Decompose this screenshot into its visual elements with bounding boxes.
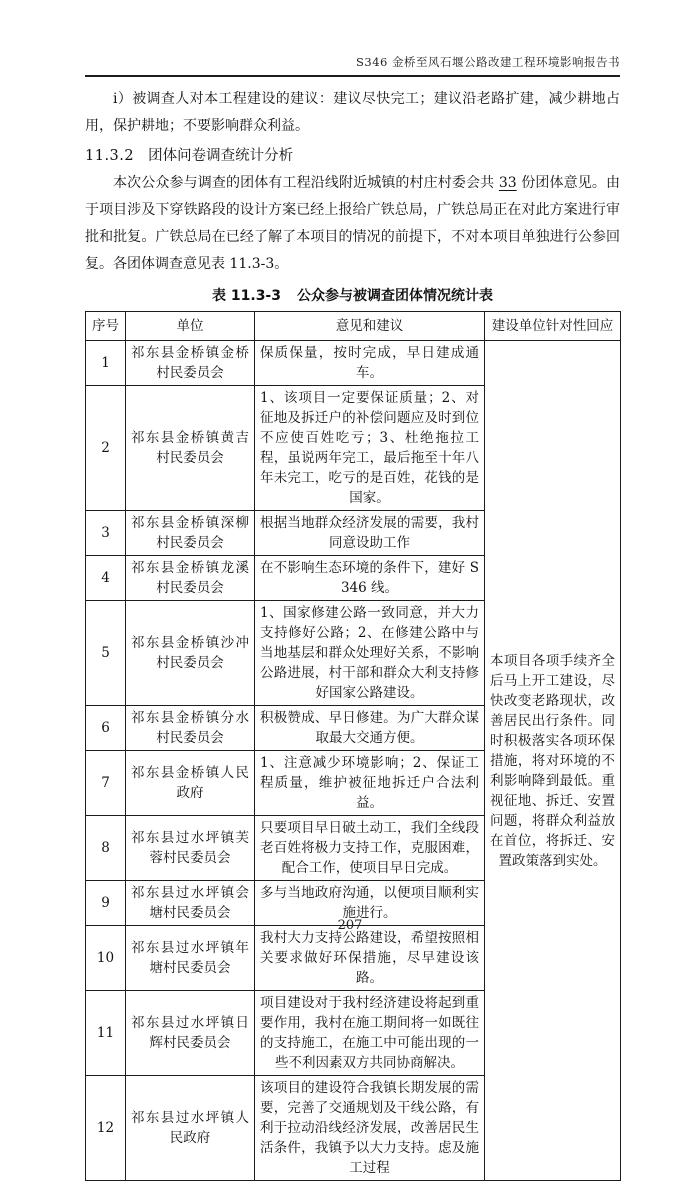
paragraph-intro: [85, 170, 620, 278]
row-opinion: 1、国家修建公路一致同意，并大力支持修好公路；2、在修建公路中与当地基层和群众处理好关系，不影响公路进展，村干部和群众大利支持修好国家公路建设。: [255, 601, 485, 706]
col-header-no: 序号: [86, 312, 126, 341]
row-opinion: 积极赞成、早日修建。为广大群众谋取最大交通方便。: [255, 706, 485, 751]
row-opinion: 多与当地政府沟通，以便项目顺利实施进行。: [255, 881, 485, 926]
row-opinion: 项目建设对于我村经济建设将起到重要作用，我村在施工期间将一如既往的支持施工，在施工中可能出现的一些不利因素双方共同协商解决。: [255, 991, 485, 1076]
row-opinion: 根据当地群众经济发展的需要，我村同意设助工作: [255, 511, 485, 556]
row-unit: 祁东县金桥镇分水村民委员会: [126, 706, 255, 751]
row-no: 8: [86, 816, 126, 881]
row-no: 3: [86, 511, 126, 556]
page-footer: [0, 918, 700, 933]
row-no: 5: [86, 601, 126, 706]
row-unit: 祁东县过水坪镇芙蓉村民委员会: [126, 816, 255, 881]
row-no: 11: [86, 991, 126, 1076]
page-number: 207: [337, 918, 363, 933]
row-opinion: 1、该项目一定要保证质量；2、对征地及拆迁户的补偿问题应及时到位不应使百姓吃亏；3、杜绝拖拉工程，虽说两年完工，最后拖至十年八年未完工，吃亏的是百姓，花钱的是国家。: [255, 386, 485, 511]
section-title: 团体问卷调查统计分析: [148, 148, 294, 164]
developer-response: 本项目各项手续齐全后马上开工建设，尽快改变老路现状，改善居民出行条件。同时积极落实各项环保措施，将对环境的不利影响降到最低。重视征地、拆迁、安置问题，将群众利益放在首位，将拆迁、安置政策落到实处。: [485, 341, 621, 1181]
row-opinion: 保质保量，按时完成，早日建成通车。: [255, 341, 485, 386]
row-unit: 祁东县金桥镇黄吉村民委员会: [126, 386, 255, 511]
table-caption-title: 公众参与被调查团体情况统计表: [296, 288, 493, 304]
row-unit: 祁东县金桥镇深柳村民委员会: [126, 511, 255, 556]
row-no: 4: [86, 556, 126, 601]
row-unit: 祁东县金桥镇人民政府: [126, 751, 255, 816]
table-caption: [85, 286, 620, 306]
col-header-unit: 单位: [126, 312, 255, 341]
intro-after-count: 份团体意见。由于项目涉及下穿铁路段的设计方案已经上报给广铁总局，广铁总局正在对此方案进行审批和批复。广铁总局在已经了解了本项目的情况的前提下，不对本项目单独进行公参回复。各团体调查意见表 11.3-3。: [85, 175, 621, 272]
section-heading: [85, 143, 620, 170]
intro-before-count: 本次公众参与调查的团体有工程沿线附近城镇的村庄村委会共: [113, 175, 499, 191]
intro-count: 33: [498, 175, 517, 191]
paragraph-suggestions: [85, 86, 620, 140]
table-row: [86, 341, 621, 386]
row-no: 1: [86, 341, 126, 386]
report-title: S346 金桥至风石堰公路改建工程环境影响报告书: [356, 55, 620, 69]
row-opinion: 只要项目早日破土动工，我们全线段老百姓将极力支持工作，克服困难，配合工作，使项目早日完成。: [255, 816, 485, 881]
row-no: 6: [86, 706, 126, 751]
row-unit: 祁东县过水坪镇人民政府: [126, 1076, 255, 1181]
row-opinion: 该项目的建设符合我镇长期发展的需要，完善了交通规划及干线公路，有利于拉动沿线经济发展，改善居民生活条件，我镇予以大力支持。虑及施工过程: [255, 1076, 485, 1181]
row-unit: 祁东县过水坪镇日辉村民委员会: [126, 991, 255, 1076]
running-header: [85, 0, 620, 70]
row-unit: 祁东县过水坪镇会塘村民委员会: [126, 881, 255, 926]
paragraph-suggestions-text: i）被调查人对本工程建设的建议：建议尽快完工；建议沿老路扩建，减少耕地占用，保护耕地；不要影响群众利益。: [85, 91, 620, 134]
table-caption-label: 表 11.3-3: [212, 288, 281, 304]
row-no: 2: [86, 386, 126, 511]
table-header-row: [86, 312, 621, 341]
row-opinion: 在不影响生态环境的条件下，建好 S346 线。: [255, 556, 485, 601]
row-no: 10: [86, 926, 126, 991]
document-page: [85, 0, 620, 1181]
row-unit: 祁东县金桥镇龙溪村民委员会: [126, 556, 255, 601]
header-rule: [85, 75, 620, 77]
row-opinion: 1、注意减少环境影响；2、保证工程质量，维护被征地拆迁户合法利益。: [255, 751, 485, 816]
row-unit: 祁东县金桥镇沙冲村民委员会: [126, 601, 255, 706]
section-number: 11.3.2: [85, 148, 135, 164]
row-no: 12: [86, 1076, 126, 1181]
survey-table: [85, 311, 621, 1181]
row-unit: 祁东县金桥镇金桥村民委员会: [126, 341, 255, 386]
row-no: 9: [86, 881, 126, 926]
row-no: 7: [86, 751, 126, 816]
row-opinion: 我村大力支持公路建设，希望按照相关要求做好环保措施，尽早建设该路。: [255, 926, 485, 991]
col-header-response: 建设单位针对性回应: [485, 312, 621, 341]
col-header-opinion: 意见和建议: [255, 312, 485, 341]
row-unit: 祁东县过水坪镇年塘村民委员会: [126, 926, 255, 991]
